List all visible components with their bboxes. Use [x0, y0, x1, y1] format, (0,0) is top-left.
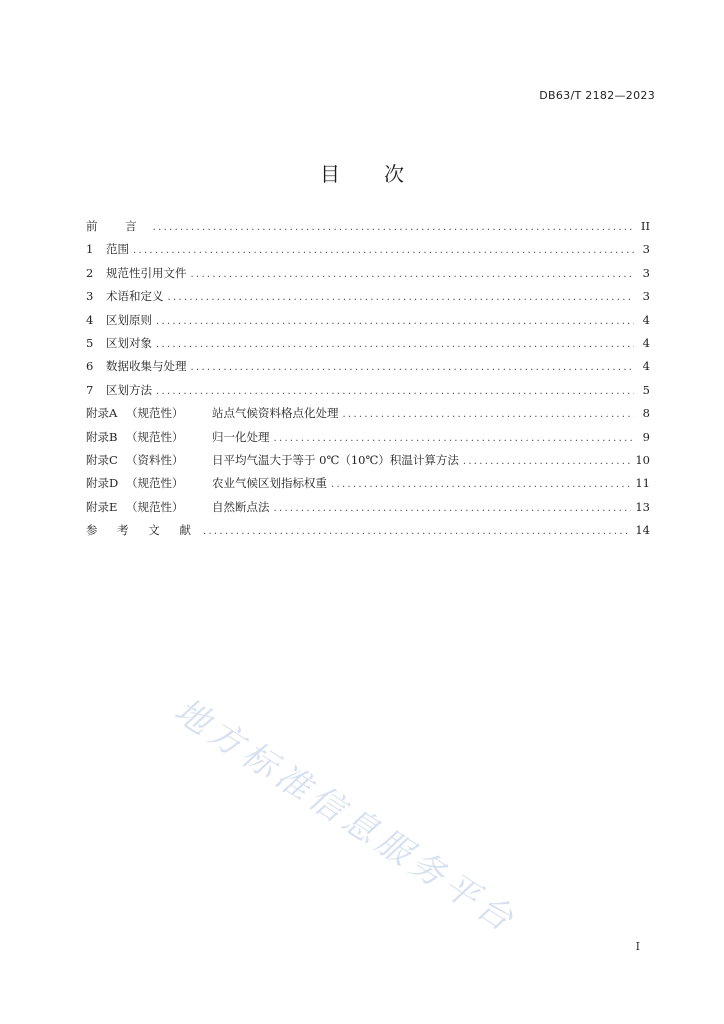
toc-entry-page: 14 — [635, 523, 650, 538]
toc-leader-dots — [331, 479, 631, 490]
toc-entry-label: 农业气候区划指标权重 — [212, 476, 327, 491]
toc-entry-page: 3 — [642, 242, 650, 257]
table-of-contents — [86, 218, 650, 545]
toc-leader-dots — [343, 409, 635, 420]
toc-entry-label: 数据收集与处理 — [106, 359, 187, 374]
toc-leader-dots — [463, 456, 632, 467]
toc-entry[interactable] — [86, 405, 650, 428]
toc-entry-label: 站点气候资料格点化处理 — [212, 406, 339, 421]
page-title — [0, 158, 724, 187]
toc-entry[interactable] — [86, 265, 650, 288]
toc-entry-label: 区划对象 — [106, 335, 152, 350]
toc-entry-number: 3 — [86, 289, 94, 304]
toc-entry-page: II — [640, 219, 650, 233]
toc-entry-page: 4 — [642, 335, 650, 350]
toc-entry-label: 前 言 — [86, 219, 149, 233]
toc-entry[interactable] — [86, 218, 650, 241]
toc-entry-label: 区划方法 — [106, 382, 152, 397]
page-number: I — [635, 940, 640, 953]
toc-entry-number: 附录D — [86, 476, 119, 491]
toc-entry-number: 附录C — [86, 452, 118, 467]
toc-entry[interactable] — [86, 335, 650, 358]
title-char-1: 目 — [320, 162, 340, 186]
toc-entry-number: 4 — [86, 312, 94, 327]
toc-entry-number: 附录A — [86, 406, 118, 421]
toc-leader-dots — [133, 245, 634, 256]
toc-entry-number: 2 — [86, 265, 94, 280]
toc-leader-dots — [153, 222, 634, 233]
toc-entry-page: 9 — [642, 429, 650, 444]
toc-leader-dots — [274, 503, 632, 514]
toc-entry[interactable] — [86, 382, 650, 405]
toc-leader-dots — [274, 433, 635, 444]
toc-entry[interactable] — [86, 358, 650, 381]
toc-entry-label: 术语和定义 — [106, 289, 164, 304]
toc-leader-dots — [191, 269, 635, 280]
toc-entry-label: 范围 — [106, 242, 129, 257]
toc-leader-dots — [156, 316, 634, 327]
toc-leader-dots — [191, 362, 635, 373]
toc-entry-page: 4 — [642, 312, 650, 327]
toc-entry-nature: （资料性） — [126, 452, 184, 467]
toc-leader-dots — [203, 526, 631, 537]
toc-entry[interactable] — [86, 452, 650, 475]
toc-entry[interactable] — [86, 241, 650, 264]
toc-entry-page: 10 — [635, 452, 650, 467]
toc-entry[interactable] — [86, 499, 650, 522]
toc-leader-dots — [156, 386, 634, 397]
toc-entry-page: 3 — [642, 265, 650, 280]
toc-entry-page: 3 — [642, 289, 650, 304]
toc-entry[interactable] — [86, 475, 650, 498]
toc-entry-page: 11 — [635, 476, 650, 491]
toc-entry-number: 1 — [86, 242, 94, 257]
toc-entry-page: 13 — [635, 499, 650, 514]
toc-entry-label: 自然断点法 — [212, 499, 270, 514]
toc-leader-dots — [156, 339, 634, 350]
toc-entry-nature: （规范性） — [126, 429, 184, 444]
toc-entry-number: 5 — [86, 335, 94, 350]
toc-entry-label: 规范性引用文件 — [106, 265, 187, 280]
toc-entry-label: 区划原则 — [106, 312, 152, 327]
document-code: DB63/T 2182—2023 — [539, 89, 655, 102]
toc-entry-label: 归一化处理 — [212, 429, 270, 444]
toc-entry-page: 4 — [642, 359, 650, 374]
toc-entry-number: 附录B — [86, 429, 118, 444]
toc-entry-number: 6 — [86, 359, 94, 374]
toc-entry-nature: （规范性） — [126, 406, 184, 421]
toc-entry[interactable] — [86, 288, 650, 311]
toc-entry-page: 8 — [642, 406, 650, 421]
toc-entry-number: 7 — [86, 382, 94, 397]
toc-entry[interactable] — [86, 312, 650, 335]
toc-entry-nature: （规范性） — [126, 499, 184, 514]
toc-entry[interactable] — [86, 429, 650, 452]
watermark: 地方标准信息服务平台 — [167, 690, 525, 943]
title-char-2: 次 — [384, 162, 404, 186]
toc-leader-dots — [168, 292, 635, 303]
toc-entry-label: 日平均气温大于等于 0℃（10℃）积温计算方法 — [212, 452, 459, 467]
toc-entry-label: 参 考 文 献 — [86, 523, 199, 538]
toc-entry[interactable] — [86, 522, 650, 545]
toc-entry-page: 5 — [642, 382, 650, 397]
toc-entry-number: 附录E — [86, 499, 118, 514]
toc-entry-nature: （规范性） — [126, 476, 184, 491]
